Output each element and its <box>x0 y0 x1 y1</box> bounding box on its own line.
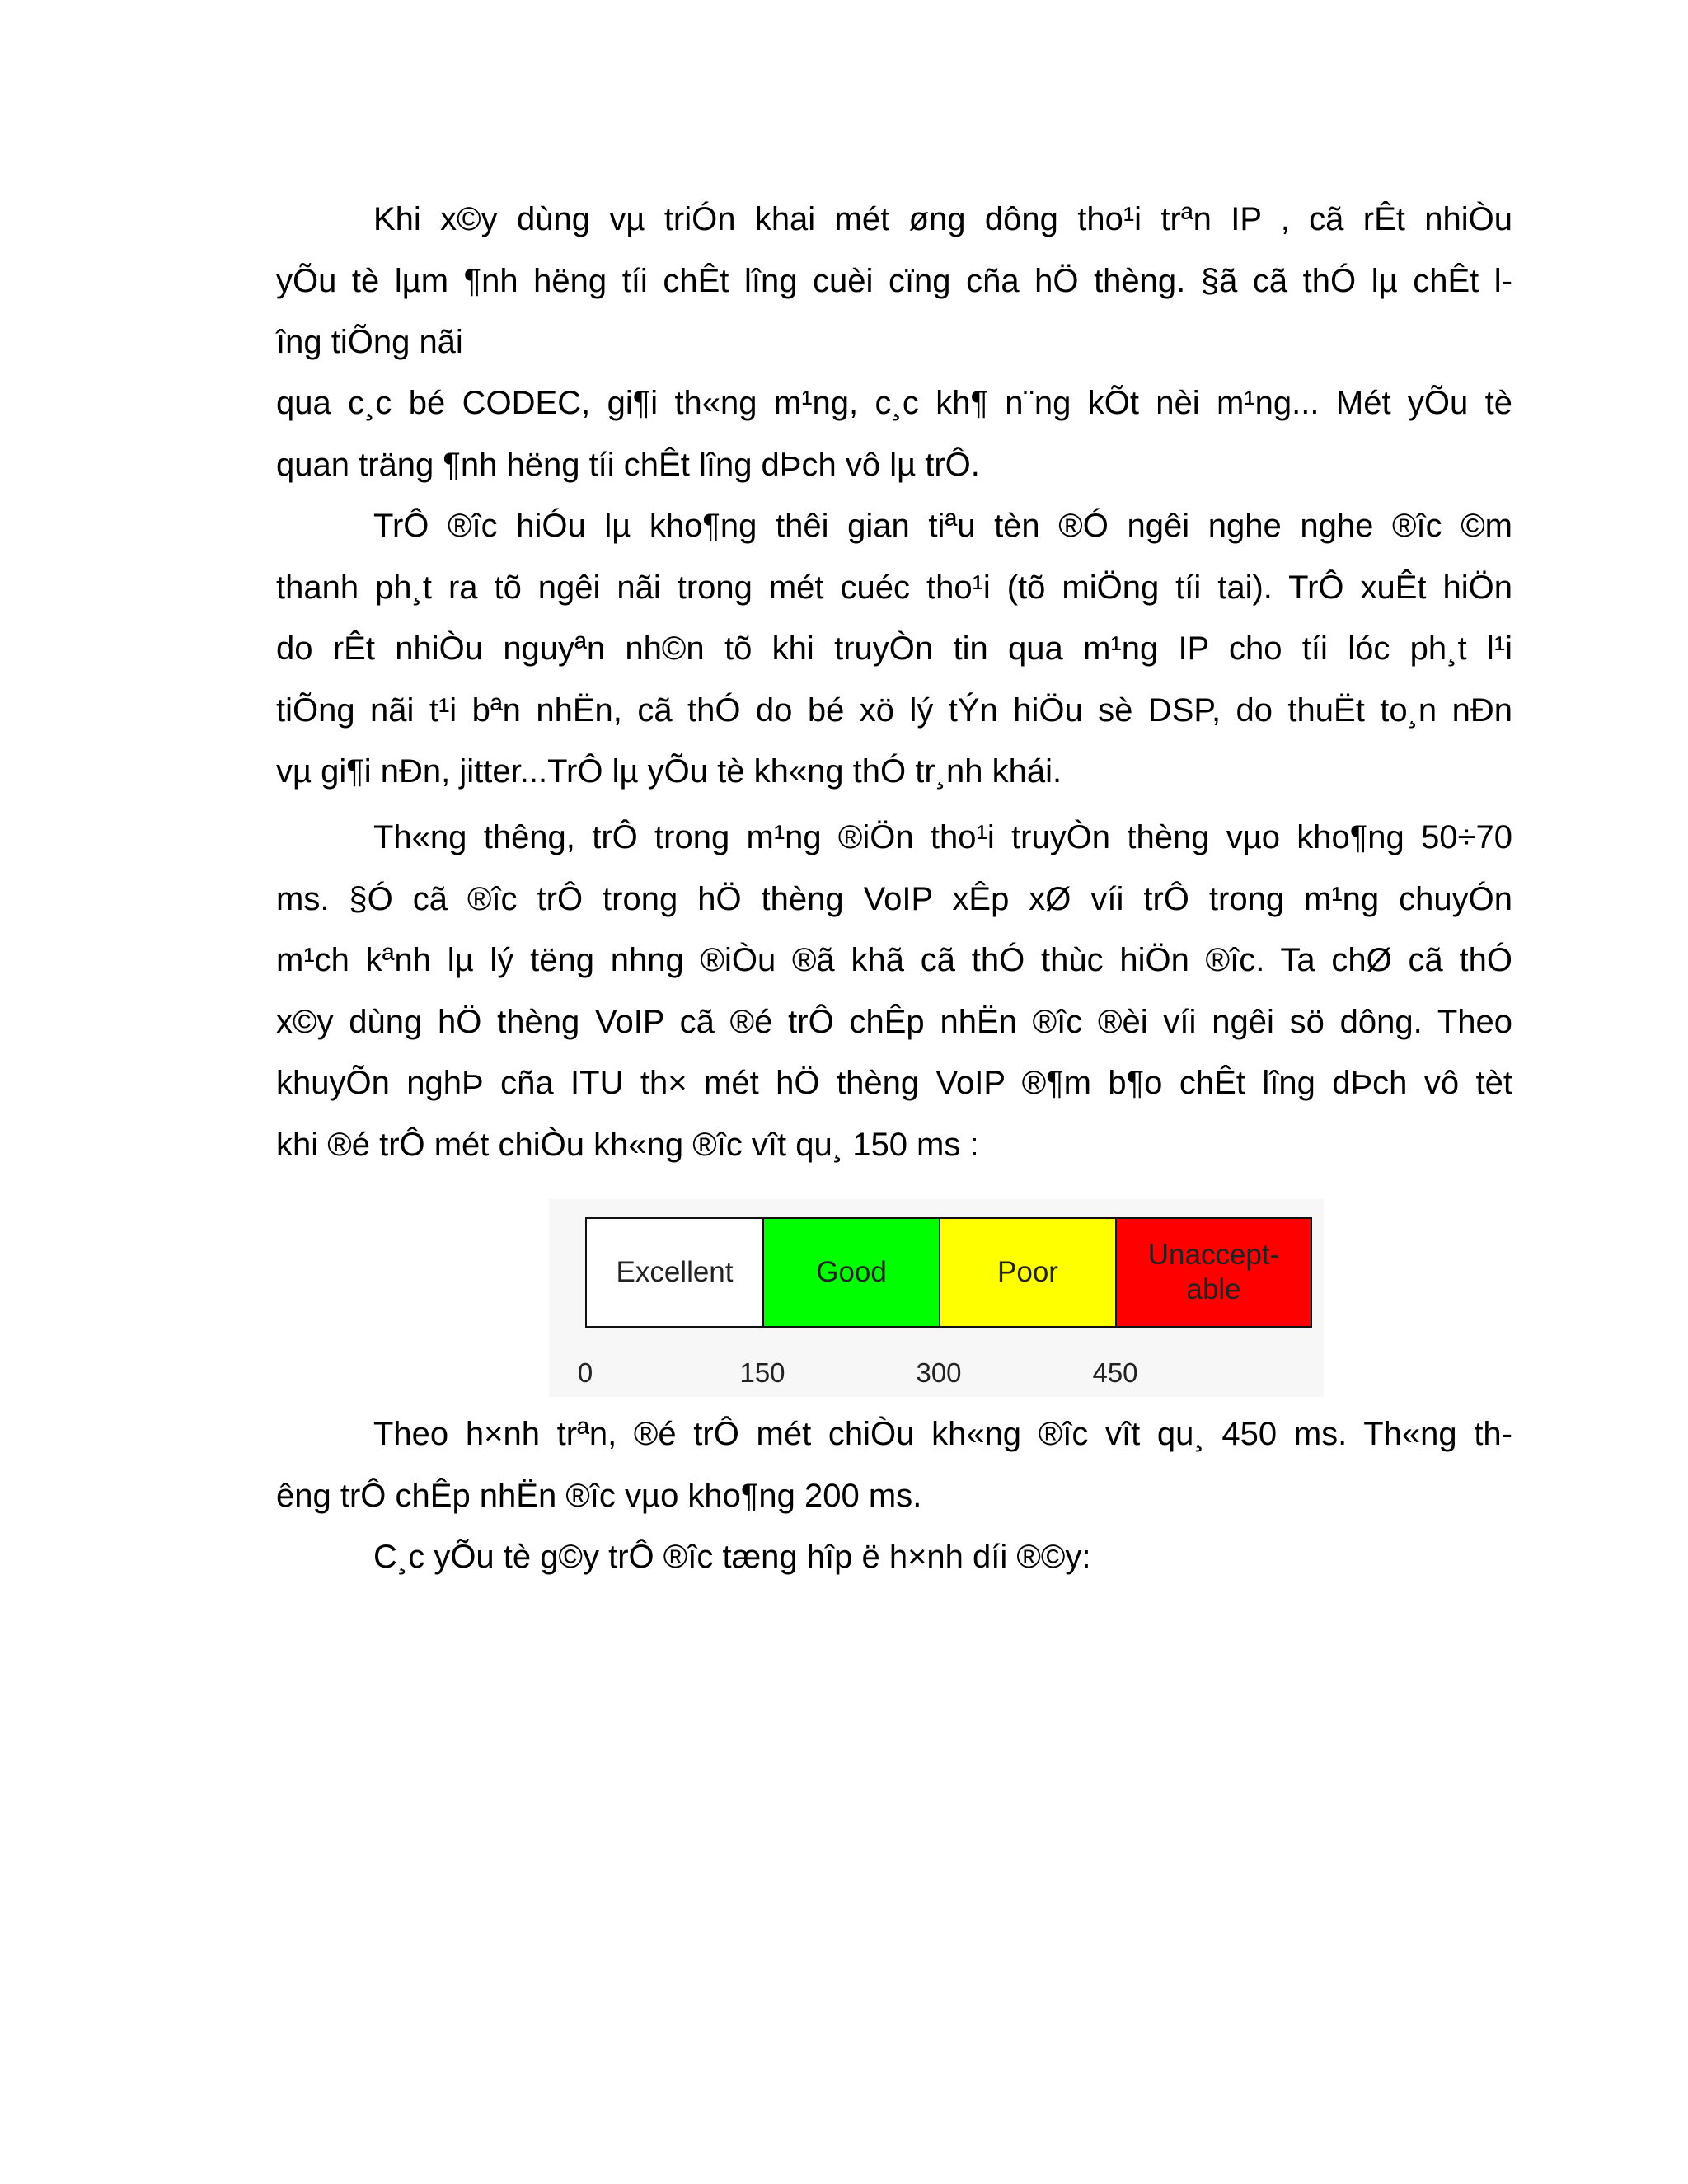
segment-poor: Poor <box>940 1219 1117 1326</box>
tick-label: 150 <box>739 1357 785 1388</box>
text-line: tiÕng nãi t¹i bªn nhËn, cã thÓ do bé xö lý tÝn hiÖu sè DSP, do thuËt to¸n nÐn <box>276 691 1512 729</box>
text-line: khi ®é trÔ mét chiÒu kh«ng ®îc vît qu¸ 150 ms : <box>276 1126 979 1163</box>
segment-unacceptable: Unaccept- able <box>1117 1219 1311 1326</box>
text-line: x©y dùng hÖ thèng VoIP cã ®é trÔ chÊp nhËn ®îc ®èi víi ngêi sö dông. Theo <box>276 1003 1512 1040</box>
paragraph-3 <box>276 807 1512 1175</box>
paragraph-1-continued <box>276 373 1512 495</box>
tick-label: 300 <box>916 1357 962 1388</box>
paragraph-5 <box>276 1526 1512 1588</box>
tick-label: 450 <box>1092 1357 1138 1388</box>
paragraph-4 <box>276 1404 1512 1526</box>
text-line: qua c¸c bé CODEC, gi¶i th«ng m¹ng, c¸c kh¶ n¨ng kÕt nèi m¹ng... Mét yÕu tè <box>276 385 1512 421</box>
text-line: do rÊt nhiÒu nguyªn nh©n tõ khi truyÒn tin qua m¹ng IP cho tíi lóc ph¸t l¹i <box>276 630 1512 667</box>
text-line: TrÔ ®îc hiÓu lµ kho¶ng thêi gian tiªu tèn ®Ó ngêi nghe nghe ®îc ©m <box>373 508 1512 544</box>
text-line: êng trÔ chÊp nhËn ®îc vµo kho¶ng 200 ms. <box>276 1477 922 1514</box>
text-line: Th«ng thêng, trÔ trong m¹ng ®iÖn tho¹i truyÒn thèng vµo kho¶ng 50÷70 <box>373 819 1512 855</box>
segment-excellent: Excellent <box>587 1219 764 1326</box>
text-line: quan träng ¶nh hëng tíi chÊt lîng dÞch vô lµ trÔ. <box>276 446 980 483</box>
text-line: vµ gi¶i nÐn, jitter...TrÔ lµ yÕu tè kh«ng thÓ tr¸nh khái. <box>276 753 1062 790</box>
text-line: îng tiÕng nãi <box>276 324 463 360</box>
delay-quality-scale-figure <box>549 1199 1324 1397</box>
text-line: khuyÕn nghÞ cña ITU th× mét hÖ thèng VoIP ®¶m b¶o chÊt lîng dÞch vô tèt <box>276 1065 1512 1101</box>
paragraph-1 <box>276 189 1512 373</box>
text-line: thanh ph¸t ra tõ ngêi nãi trong mét cuéc tho¹i (tõ miÖng tíi tai). TrÔ xuÊt hiÖn <box>276 569 1512 606</box>
delay-quality-bar <box>585 1217 1312 1328</box>
text-line: yÕu tè lµm ¶nh hëng tíi chÊt lîng cuèi cïng cña hÖ thèng. §ã cã thÓ lµ chÊt l- <box>276 262 1512 299</box>
text-line: C¸c yÕu tè g©y trÔ ®îc tæng hîp ë h×nh díi ®©y: <box>373 1539 1091 1575</box>
text-line: Theo h×nh trªn, ®é trÔ mét chiÒu kh«ng ®îc vît qu¸ 450 ms. Th«ng th- <box>373 1416 1512 1452</box>
text-line: m¹ch kªnh lµ lý tëng nhng ®iÒu ®ã khã cã thÓ thùc hiÖn ®îc. Ta chØ cã thÓ <box>276 942 1512 978</box>
segment-good: Good <box>764 1219 940 1326</box>
paragraph-2 <box>276 495 1512 803</box>
text-line: ms. §Ó cã ®îc trÔ trong hÖ thèng VoIP xÊp xØ víi trÔ trong m¹ng chuyÓn <box>276 880 1512 917</box>
tick-label: 0 <box>577 1357 593 1388</box>
text-line: Khi x©y dùng vµ triÓn khai mét øng dông tho¹i trªn IP , cã rÊt nhiÒu <box>373 201 1512 237</box>
